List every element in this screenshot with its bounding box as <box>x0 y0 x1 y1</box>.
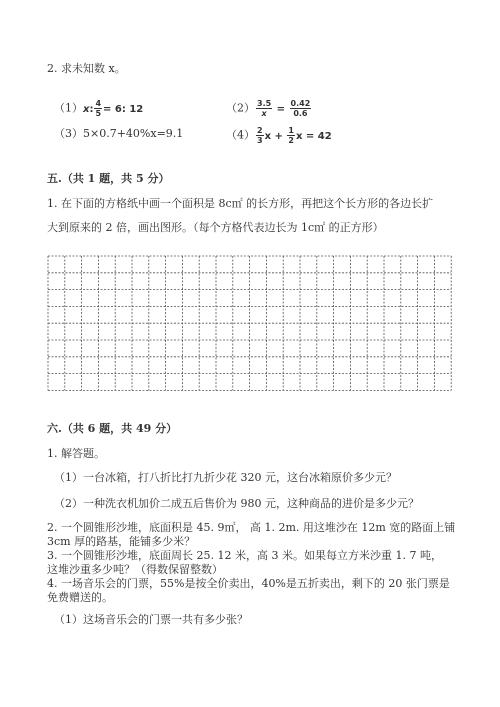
section-6-q4-line2: 免费赠送的。 <box>47 591 113 604</box>
section-6-q1: 1. 解答题。 <box>47 447 105 460</box>
equation-4-fraction-1 <box>256 126 264 145</box>
section-6-q3-line2: 这堆沙重多少吨？（得数保留整数） <box>47 563 223 576</box>
equation-2-right-numerator: 0.42 <box>290 99 311 108</box>
section-6-heading: 六.（共 6 题，共 49 分） <box>47 422 178 435</box>
section-6-q2-line2: 3cm 厚的路基，能铺多少米？ <box>47 535 196 548</box>
section-5-q1-line1: 1. 在下面的方格纸中画一个面积是 8c㎡ 的长方形，再把这个长方形的各边长扩 <box>47 197 434 210</box>
equation-2 <box>226 99 312 118</box>
equation-1-rhs: = 6: 12 <box>103 103 144 115</box>
section-6-q2-line1: 2. 一个圆锥形沙堆，底面积是 45. 9㎡， 高 1. 2m. 用这堆沙在 12m 宽的路面上铺 <box>47 521 456 534</box>
section-6-q4-line1: 4. 一场音乐会的门票，55%是按全价卖出，40%是五折卖出，剩下的 20 张门票是 <box>47 577 450 590</box>
square-grid <box>47 255 453 399</box>
equation-2-right-fraction <box>290 99 312 118</box>
equation-2-left-numerator: 3.5 <box>257 99 272 108</box>
equation-1-colon: : <box>89 103 94 115</box>
equation-4-fraction-2 <box>287 126 295 145</box>
equation-1-denominator: 5 <box>95 109 102 118</box>
equation-1-fraction <box>94 99 102 118</box>
equation-4-denominator-2: 2 <box>288 136 294 145</box>
equation-2-right-denominator: 0.6 <box>293 109 308 118</box>
equation-1-numerator: 4 <box>95 99 102 108</box>
equation-2-left-fraction <box>256 99 272 118</box>
equation-2-equals: = <box>276 103 286 115</box>
section-6-q1-1: （1）一台冰箱，打八折比打九折少花 320 元，这台冰箱原价多少元？ <box>54 471 397 484</box>
section-5-heading: 五.（共 1 题，共 5 分） <box>47 172 170 185</box>
equation-4-label: （4） <box>226 128 255 142</box>
section-5-q1-line2: 大到原来的 2 倍，画出图形。（每个方格代表边长为 1c㎡ 的正方形） <box>47 221 384 234</box>
section-6-q1-2: （2）一种洗衣机加价二成五后售价为 980 元，这种商品的进价是多少元？ <box>54 497 419 510</box>
equation-4-rhs: x = 42 <box>295 130 332 142</box>
equation-1-x: x <box>83 103 90 115</box>
equation-2-left-denominator: x <box>261 109 267 118</box>
equation-4-middle: x + <box>264 130 283 142</box>
equation-4 <box>226 126 332 145</box>
section-6-q3-line1: 3. 一个圆锥形沙堆，底面周长 25. 12 米，高 3 米。如果每立方米沙重 1. 7 吨， <box>47 549 442 562</box>
equation-2-label: （2） <box>226 101 255 115</box>
equation-4-denominator-1: 3 <box>257 136 263 145</box>
equation-1 <box>54 99 143 118</box>
question-2-title: 2. 求未知数 x。 <box>47 62 126 75</box>
equation-1-label: （1） <box>54 101 83 115</box>
equation-4-numerator-1: 2 <box>257 126 263 135</box>
equation-3: （3）5×0.7+40%x=9.1 <box>54 127 184 140</box>
equation-4-numerator-2: 1 <box>288 126 294 135</box>
section-6-q4-1: （1）这场音乐会的门票一共有多少张？ <box>54 613 248 626</box>
